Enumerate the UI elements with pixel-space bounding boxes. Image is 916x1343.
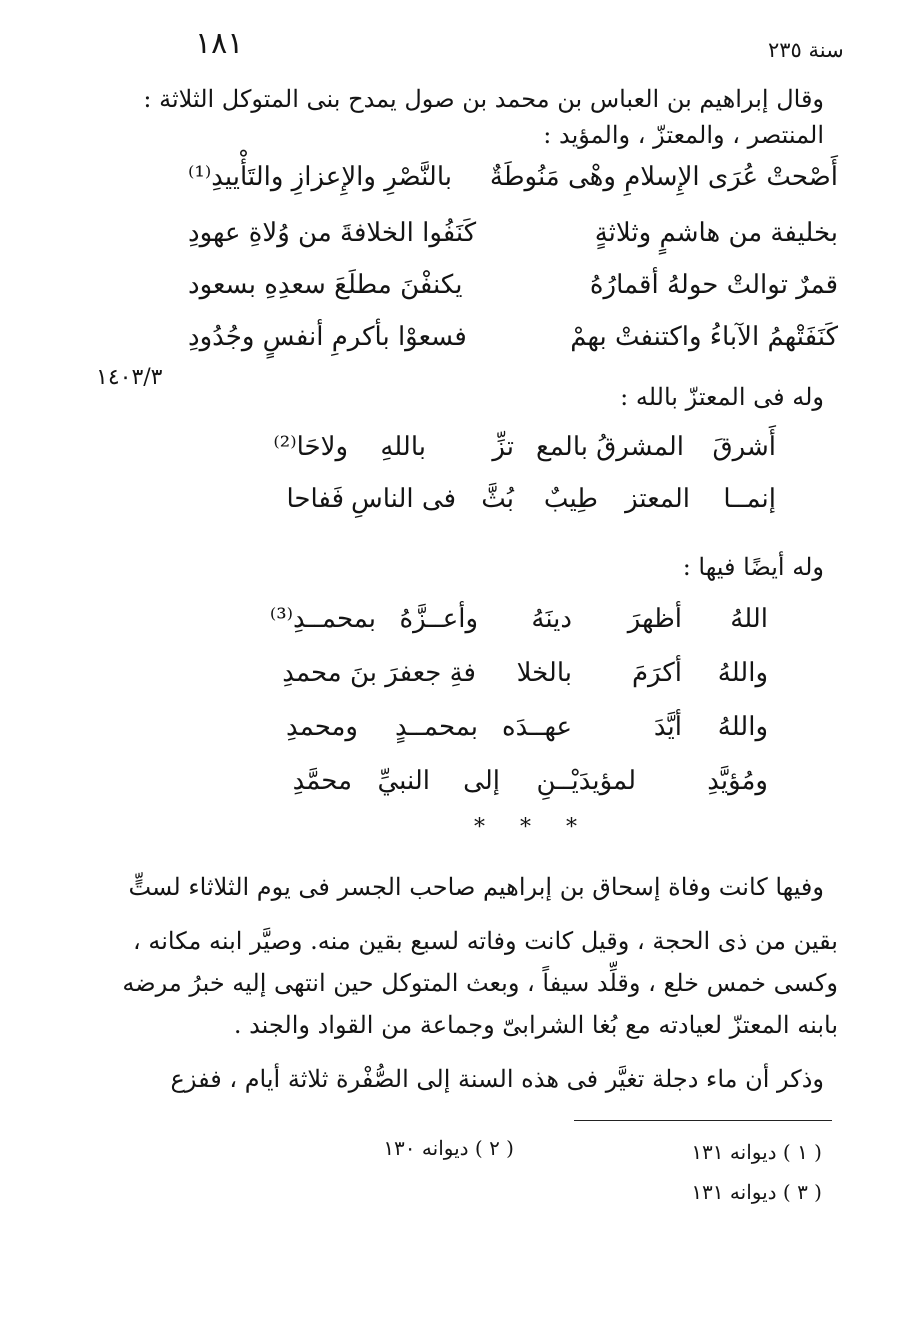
poem1-hemistich-right: كَنَفَتْهمُ الآباءُ واكتنفتْ بهمْ [570,322,838,352]
poem2-word: بالمع [536,432,588,462]
poem3-word: واللهُ [717,712,768,742]
poem3-word: عهــدَه [501,712,572,742]
poem3-word: ومُؤيَّدِ [707,766,768,796]
poem3-word: بمحمــدٍ [395,712,478,742]
poem3-verse-4 [268,766,768,810]
poem1-hemistich-left: كَنَفُوا الخلافةَ من وُلاةِ عهودِ [188,218,477,248]
poem2-word: فَفاحا [286,484,344,514]
poem2-word: المعتز [625,484,690,514]
poem2-word: أَشرقَ [712,432,776,462]
poem3-word: فةِ جعفرَ بنَ محمدِ [282,658,476,688]
poem1-hemistich-right: أَصْحتْ عُرَى الإِسلامِ وهْى مَنُوطَةٌ [489,162,838,192]
poem1-verse-3 [188,270,838,314]
poem3-verse-1 [268,604,768,648]
prose-line-1: وفيها كانت وفاة إسحاق بن إبراهيم صاحب الجسر فى يوم الثلاثاء لستٍّ [128,873,824,901]
footnote-2: ( ٢ ) ديوانه ١٣٠ [383,1136,514,1160]
footnote-1: ( ١ ) ديوانه ١٣١ [691,1140,822,1164]
year-header: سنة ٢٣٥ [768,38,844,62]
poem3-word: وأعــزَّهُ [399,604,478,634]
footnote-3: ( ٣ ) ديوانه ١٣١ [691,1180,822,1204]
section-separator: * * * [474,815,591,840]
poem1-hemistich-left: بالنَّصْرِ والإِعزازِ والتَأْييدِ⁽¹⁾ [188,162,453,192]
poem2-word: المشرقُ [596,432,684,462]
prose-line-5: وذكر أن ماء دجلة تغيَّر فى هذه السنة إلى الصُّفْرة ثلاثة أيام ، ففزع [170,1065,824,1093]
poem3-verse-2 [268,658,768,702]
poem1-verse-1 [188,162,838,206]
poem1-hemistich-right: بخليفة من هاشمٍ وثلاثةٍ [594,218,838,248]
poem2-intro: وله فى المعتزّ بالله : [620,383,824,411]
prose-line-2: بقين من ذى الحجة ، وقيل كانت وفاته لسبع بقين منه. وصيَّر ابنه مكانه ، [133,927,838,955]
poem1-verse-2 [188,218,838,262]
footnote-divider [574,1120,832,1121]
prose-line-3: وكسى خمس خلع ، وقلِّد سيفاً ، وبعث المتوكل حين انتهى إليه خبرُ مرضه [122,969,838,997]
poem3-word: اللهُ [730,604,768,634]
poem3-word: النبيِّ [377,766,430,796]
prose-line-4: بابنه المعتزّ لعيادته مع بُغا الشرابىّ وجماعة من القواد والجند . [233,1011,838,1039]
poem3-word: أكرَمَ [631,658,682,688]
poem3-word: دينَهُ [531,604,572,634]
poem2-word: إنمــا [723,484,776,514]
poem3-word: محمَّدِ [292,766,352,796]
poem3-word: بمحمــدِ⁽³⁾ [269,604,376,634]
poem2-verse-2 [266,484,776,528]
poem3-word: ومحمدِ [286,712,358,742]
poem3-word: واللهُ [717,658,768,688]
poem2-verse-1 [266,432,776,476]
poem3-word: أيَّدَ [653,712,682,742]
page-number: ١٨١ [195,26,244,61]
poem1-hemistich-left: يكنفْنَ مطلَعَ سعدِهِ بسعود [188,270,463,300]
poem1-hemistich-left: فسعوْا بأكرمِ أنفسٍ وجُدُودِ [188,322,467,352]
poem1-verse-4 [188,322,838,366]
poem3-intro: وله أيضًا فيها : [682,553,824,581]
poem2-word: تزِّ [492,432,514,462]
margin-reference: ١٤٠٣/٣ [96,365,163,390]
poem3-word: أظهرَ [627,604,682,634]
poem2-word: طِيبٌ [543,484,598,514]
poem3-word: لمؤيدَيْــنِ [536,766,636,796]
poem1-hemistich-right: قمرٌ توالتْ حولهُ أقمارُهُ [589,270,838,300]
poem3-verse-3 [268,712,768,756]
poem2-word: باللهِ [380,432,426,462]
poem2-word: بُثَّ [481,484,514,514]
intro-line-1: وقال إبراهيم بن العباس بن محمد بن صول يمدح بنى المتوكل الثلاثة : [143,85,824,113]
poem2-word: ولاحَا⁽²⁾ [273,432,348,462]
poem3-word: إلى [463,766,500,796]
poem3-word: بالخلا [516,658,572,688]
poem2-word: فى الناسِ [350,484,456,514]
intro-line-2: المنتصر ، والمعتزّ ، والمؤيد : [543,121,824,149]
